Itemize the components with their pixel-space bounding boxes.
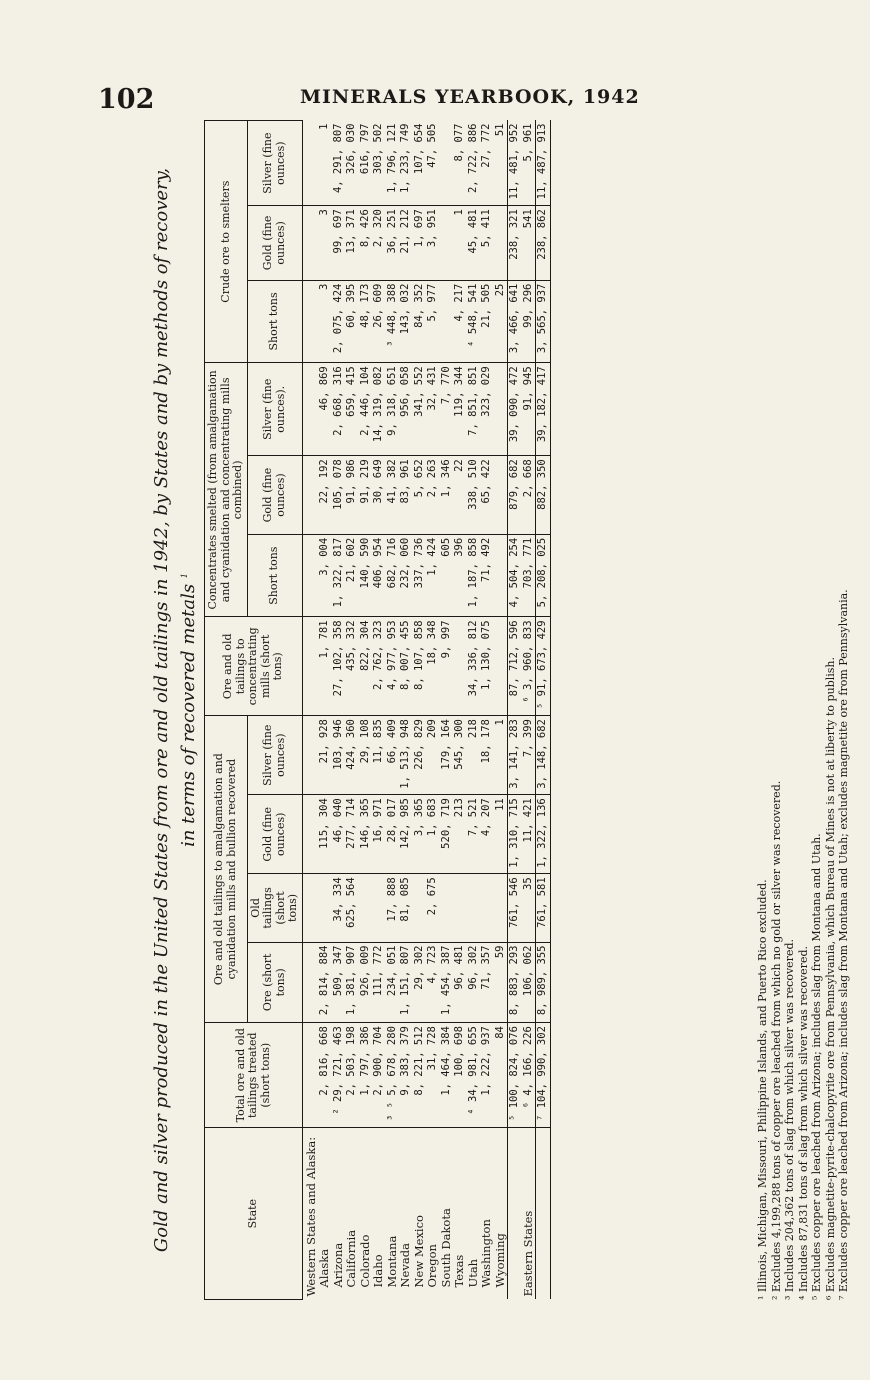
table-row <box>399 121 413 1300</box>
conc-gold-cell: 41, 382 <box>386 456 400 535</box>
crude-gold-cell: 5, 411 <box>480 206 494 280</box>
conc-gold-cell: 22, 192 <box>318 456 332 535</box>
crude-gold-cell: 3, 951 <box>426 206 440 280</box>
conc-silver-cell: 323, 029 <box>480 363 494 456</box>
amal-gold-cell: 3, 365 <box>413 795 427 874</box>
conc-mills-cell: 27, 102, 358 <box>332 617 346 716</box>
crude-silver-cell: 303, 502 <box>372 121 386 206</box>
conc-mills-cell: 34, 336, 812 <box>467 617 481 716</box>
header-crude-silver: Silver (fine ounces) <box>247 121 302 206</box>
amal-gold-cell: 16, 971 <box>372 795 386 874</box>
footnote: ⁵ Excludes copper ore leached from Arizona; includes slag from Montana and Utah. <box>810 833 823 1300</box>
conc-gold-cell: 2, 668 <box>522 456 536 535</box>
total-cell: 1, 222, 937 <box>480 1023 494 1128</box>
conc-mills-cell: 8, 007, 455 <box>399 617 413 716</box>
state-cell: South Dakota <box>438 1208 453 1288</box>
crude-gold-cell: 2, 320 <box>372 206 386 280</box>
amal-gold-cell: 7, 521 <box>467 795 481 874</box>
caption-footnote-mark: 1 <box>180 573 189 579</box>
running-head: MINERALS YEARBOOK, 1942 <box>300 86 640 108</box>
amal-gold-cell: 277, 714 <box>345 795 359 874</box>
crude-silver-cell: 2, 722, 886 <box>467 121 481 206</box>
amal-gold-cell: 28, 017 <box>386 795 400 874</box>
amal-tailings-cell: 17, 888 <box>386 874 400 942</box>
amal-silver-cell: 3, 148, 682 <box>536 716 551 795</box>
total-cell: ² 29, 721, 463 <box>332 1023 346 1128</box>
crude-silver-cell: 11, 487, 913 <box>536 121 551 206</box>
table-row <box>359 121 373 1300</box>
conc-silver-cell: 2, 668, 316 <box>332 363 346 456</box>
total-cell: ⁶ 4, 166, 226 <box>522 1023 536 1128</box>
state-cell: Nevada <box>398 1243 412 1288</box>
table-row <box>318 121 332 1300</box>
header-conc-gold: Gold (fine ounces) <box>247 456 302 535</box>
footnote: ¹ Illinois, Michigan, Missouri, Philippine Islands, and Puerto Rico excluded. <box>756 879 769 1300</box>
amal-silver-cell: 18, 178 <box>480 716 494 795</box>
conc-gold-cell: 5, 652 <box>413 456 427 535</box>
amal-tailings-cell: 761, 581 <box>536 874 551 942</box>
state-cell: Alaska <box>317 1248 331 1288</box>
crude-gold-cell: 8, 426 <box>359 206 373 280</box>
total-cell: 1, 797, 386 <box>359 1023 373 1128</box>
page-number: 102 <box>98 84 155 115</box>
crude-short-cell: 60, 395 <box>345 280 359 363</box>
total-cell: ⁵ 100, 824, 076 <box>508 1023 522 1128</box>
amal-tailings-cell: 81, 085 <box>399 874 413 942</box>
rotated-table-block <box>150 120 870 1300</box>
conc-silver-cell: 9, 318, 651 <box>386 363 400 456</box>
conc-silver-cell: 119, 344 <box>453 363 467 456</box>
crude-gold-cell: 541 <box>522 206 536 280</box>
table-row <box>372 121 386 1300</box>
amal-tailings-cell <box>440 874 454 942</box>
conc-silver-cell: 32, 431 <box>426 363 440 456</box>
crude-gold-cell: 238, 862 <box>536 206 551 280</box>
total-cell: 31, 728 <box>426 1023 440 1128</box>
state-cell: Wyoming <box>492 1233 507 1288</box>
header-concentrates-group: Concentrates smelted (from amalgamation and cyanidation and concentrating mills combined) <box>205 363 248 617</box>
table-caption <box>150 120 200 1300</box>
table-row <box>522 121 536 1300</box>
crude-silver-cell: 326, 030 <box>345 121 359 206</box>
amal-ore-cell: 29, 302 <box>413 942 427 1023</box>
table-row <box>413 121 427 1300</box>
header-amalgamation-group: Ore and old tailings to amalgamation and cyanidation mills and bullion recovered <box>205 716 248 1023</box>
conc-mills-cell: 435, 332 <box>345 617 359 716</box>
crude-gold-cell <box>440 206 454 280</box>
conc-short-cell: 3, 004 <box>318 534 332 617</box>
table-row <box>467 121 481 1300</box>
amal-ore-cell: 4, 723 <box>426 942 440 1023</box>
amal-tailings-cell <box>413 874 427 942</box>
amal-gold-cell: 1, 310, 715 <box>508 795 522 874</box>
crude-silver-cell: 27, 772 <box>480 121 494 206</box>
conc-gold-cell: 2, 263 <box>426 456 440 535</box>
crude-silver-cell: 4, 291, 807 <box>332 121 346 206</box>
conc-mills-cell: 8, 107, 858 <box>413 617 427 716</box>
crude-silver-cell: 1, 796, 121 <box>386 121 400 206</box>
header-concentrating-mills: Ore and old tailings to concentrating mills (short tons) <box>205 617 303 716</box>
amal-silver-cell: 1, 513, 948 <box>399 716 413 795</box>
crude-gold-cell: 3 <box>318 206 332 280</box>
amal-gold-cell: 11 <box>494 795 508 874</box>
crude-short-cell <box>440 280 454 363</box>
crude-short-cell: 5, 977 <box>426 280 440 363</box>
crude-short-cell: 2, 075, 424 <box>332 280 346 363</box>
crude-silver-cell: 1, 233, 749 <box>399 121 413 206</box>
conc-short-cell: 1, 424 <box>426 534 440 617</box>
table-row <box>440 121 454 1300</box>
conc-gold-cell: 91, 219 <box>359 456 373 535</box>
group-label: Western States and Alaska: <box>303 1136 318 1297</box>
crude-gold-cell: 1, 697 <box>413 206 427 280</box>
crude-short-cell: 99, 296 <box>522 280 536 363</box>
amal-silver-cell: 218 <box>467 716 481 795</box>
crude-silver-cell <box>440 121 454 206</box>
conc-mills-cell: ⁶ 3, 960, 833 <box>522 617 536 716</box>
amal-tailings-cell <box>318 874 332 942</box>
table-row <box>508 121 522 1300</box>
state-cell: Colorado <box>357 1234 372 1288</box>
table-row <box>453 121 467 1300</box>
total-cell: 84 <box>494 1023 508 1128</box>
header-conc-silver: Silver (fine ounces). <box>247 363 302 456</box>
amal-ore-cell: 96, 302 <box>467 942 481 1023</box>
footnote: ⁶ Excludes magnetite-pyrite-chalcopyrite ore from Pennsylvania, which Bureau of Mines is not at liberty to publish. <box>823 657 837 1300</box>
conc-mills-cell: 4, 977, 953 <box>386 617 400 716</box>
conc-silver-cell: 91, 945 <box>522 363 536 456</box>
amal-tailings-cell: 625, 564 <box>345 874 359 942</box>
header-crude-group: Crude ore to smelters <box>205 121 248 363</box>
amal-tailings-cell <box>372 874 386 942</box>
crude-gold-cell <box>494 206 508 280</box>
conc-short-cell: 682, 716 <box>386 534 400 617</box>
amal-ore-cell: 234, 051 <box>386 942 400 1023</box>
state-cell: Oregon <box>425 1244 439 1288</box>
crude-short-cell: 4, 217 <box>453 280 467 363</box>
header-amal-tailings: Old tailings (short tons) <box>247 874 302 942</box>
table-body <box>302 121 550 1300</box>
amal-ore-cell: 8, 989, 355 <box>536 942 551 1023</box>
amal-ore-cell: 1, 381, 907 <box>345 942 359 1023</box>
amal-ore-cell: 96, 481 <box>453 942 467 1023</box>
amal-ore-cell: 509, 347 <box>332 942 346 1023</box>
conc-short-cell: 406, 954 <box>372 534 386 617</box>
conc-short-cell: 703, 771 <box>522 534 536 617</box>
state-cell: Utah <box>465 1258 480 1288</box>
header-amal-ore: Ore (short tons) <box>247 942 302 1023</box>
crude-silver-cell: 107, 654 <box>413 121 427 206</box>
amal-tailings-cell: 2, 675 <box>426 874 440 942</box>
state-cell: Texas <box>452 1254 466 1288</box>
amal-gold-cell: 1, 683 <box>426 795 440 874</box>
caption-line-2: in terms of recovered metals <box>178 583 199 847</box>
amal-silver-cell: 424, 360 <box>345 716 359 795</box>
table-row <box>345 121 359 1300</box>
amal-tailings-cell: 34, 334 <box>332 874 346 942</box>
amal-gold-cell: 213 <box>453 795 467 874</box>
amal-tailings-cell: 35 <box>522 874 536 942</box>
crude-short-cell: 3, 466, 641 <box>508 280 522 363</box>
conc-mills-cell: 1, 130, 075 <box>480 617 494 716</box>
crude-gold-cell: 13, 371 <box>345 206 359 280</box>
conc-mills-cell <box>453 617 467 716</box>
amal-silver-cell: 1 <box>494 716 508 795</box>
crude-gold-cell: 36, 251 <box>386 206 400 280</box>
state-cell <box>508 1128 522 1300</box>
header-conc-short-tons: Short tons <box>247 534 302 617</box>
conc-mills-cell: 2, 762, 323 <box>372 617 386 716</box>
amal-ore-cell: 59 <box>494 942 508 1023</box>
total-cell: 2, 816, 668 <box>318 1023 332 1128</box>
conc-gold-cell: 882, 350 <box>536 456 551 535</box>
header-crude-gold: Gold (fine ounces) <box>247 206 302 280</box>
conc-short-cell: 140, 590 <box>359 534 373 617</box>
conc-gold-cell: 879, 682 <box>508 456 522 535</box>
footnote: ⁴ Includes 87,831 tons of slag from which silver was recovered. <box>796 946 810 1300</box>
header-amal-gold: Gold (fine ounces) <box>247 795 302 874</box>
conc-mills-cell: 1, 781 <box>318 617 332 716</box>
table-row <box>426 121 440 1300</box>
conc-gold-cell: 1, 346 <box>440 456 454 535</box>
total-cell: ³ ⁵ 5, 678, 280 <box>386 1023 400 1128</box>
crude-short-cell: ⁴ 548, 541 <box>467 280 481 363</box>
amal-silver-cell: 66, 409 <box>386 716 400 795</box>
conc-silver-cell: 14, 319, 082 <box>372 363 386 456</box>
crude-short-cell: 143, 032 <box>399 280 413 363</box>
state-cell: Washington <box>479 1219 493 1288</box>
crude-gold-cell: 1 <box>453 206 467 280</box>
state-cell <box>536 1128 551 1300</box>
table-row <box>480 121 494 1300</box>
crude-silver-cell: 8, 077 <box>453 121 467 206</box>
crude-short-cell: ³ 448, 388 <box>386 280 400 363</box>
conc-gold-cell: 91, 986 <box>345 456 359 535</box>
conc-short-cell: 1, 187, 858 <box>467 534 481 617</box>
state-cell: Idaho <box>371 1254 385 1288</box>
conc-silver-cell: 7, 770 <box>440 363 454 456</box>
amal-ore-cell: 8, 883, 293 <box>508 942 522 1023</box>
conc-short-cell: 21, 602 <box>345 534 359 617</box>
conc-silver-cell: 341, 552 <box>413 363 427 456</box>
total-cell: 1, 464, 384 <box>440 1023 454 1128</box>
footnote: ⁷ Excludes copper ore leached from Arizona; includes slag from Montana and Utah; excludes magnetite ore from Pennsylvania. <box>837 589 850 1300</box>
crude-gold-cell: 45, 481 <box>467 206 481 280</box>
header-state: State <box>205 1128 303 1300</box>
conc-short-cell: 605 <box>440 534 454 617</box>
total-cell: 100, 698 <box>453 1023 467 1128</box>
amal-gold-cell: 4, 207 <box>480 795 494 874</box>
amal-tailings-cell <box>359 874 373 942</box>
amal-silver-cell: 21, 928 <box>318 716 332 795</box>
conc-mills-cell: 87, 712, 596 <box>508 617 522 716</box>
crude-short-cell: 3 <box>318 280 332 363</box>
crude-gold-cell: 238, 321 <box>508 206 522 280</box>
amal-silver-cell: 29, 108 <box>359 716 373 795</box>
conc-short-cell: 396 <box>453 534 467 617</box>
conc-gold-cell: 22 <box>453 456 467 535</box>
crude-silver-cell: 47, 505 <box>426 121 440 206</box>
conc-silver-cell: 46, 869 <box>318 363 332 456</box>
footnote: ³ Includes 204,362 tons of slag from which silver was recovered. <box>783 939 796 1300</box>
amal-ore-cell: 926, 009 <box>359 942 373 1023</box>
crude-silver-cell: 11, 481, 952 <box>508 121 522 206</box>
amal-tailings-cell <box>453 874 467 942</box>
state-cell: Arizona <box>330 1242 345 1288</box>
conc-short-cell <box>494 534 508 617</box>
conc-silver-cell <box>494 363 508 456</box>
amal-gold-cell: 11, 421 <box>522 795 536 874</box>
amal-ore-cell: 106, 062 <box>522 942 536 1023</box>
crude-silver-cell: 51 <box>494 121 508 206</box>
conc-short-cell: 4, 504, 254 <box>508 534 522 617</box>
amal-tailings-cell <box>494 874 508 942</box>
header-total: Total ore and old tailings treated (short tons) <box>205 1023 303 1128</box>
amal-silver-cell: 3, 141, 283 <box>508 716 522 795</box>
conc-gold-cell: 105, 078 <box>332 456 346 535</box>
header-crude-short-tons: Short tons <box>247 280 302 363</box>
conc-short-cell: 1, 322, 817 <box>332 534 346 617</box>
conc-gold-cell <box>494 456 508 535</box>
conc-mills-cell: 18, 348 <box>426 617 440 716</box>
crude-short-cell: 26, 609 <box>372 280 386 363</box>
amal-silver-cell: 545, 300 <box>453 716 467 795</box>
conc-silver-cell: 956, 058 <box>399 363 413 456</box>
total-cell: 2, 503, 198 <box>345 1023 359 1128</box>
crude-short-cell: 3, 565, 937 <box>536 280 551 363</box>
amal-ore-cell: 1, 151, 807 <box>399 942 413 1023</box>
header-amal-silver: Silver (fine ounces) <box>247 716 302 795</box>
conc-mills-cell: 9, 997 <box>440 617 454 716</box>
conc-silver-cell: 2, 446, 104 <box>359 363 373 456</box>
crude-gold-cell: 21, 212 <box>399 206 413 280</box>
amal-tailings-cell <box>480 874 494 942</box>
conc-gold-cell: 83, 961 <box>399 456 413 535</box>
conc-gold-cell: 65, 422 <box>480 456 494 535</box>
amal-ore-cell: 2, 814, 884 <box>318 942 332 1023</box>
total-cell: 8, 221, 512 <box>413 1023 427 1128</box>
crude-short-cell: 48, 173 <box>359 280 373 363</box>
amal-silver-cell: 7, 399 <box>522 716 536 795</box>
amal-gold-cell: 115, 304 <box>318 795 332 874</box>
conc-gold-cell: 338, 510 <box>467 456 481 535</box>
conc-silver-cell: 7, 851, 851 <box>467 363 481 456</box>
crude-gold-cell: 99, 697 <box>332 206 346 280</box>
conc-mills-cell: 822, 304 <box>359 617 373 716</box>
state-cell: Montana <box>384 1235 399 1288</box>
amal-silver-cell: 226, 829 <box>413 716 427 795</box>
conc-silver-cell: 39, 182, 417 <box>536 363 551 456</box>
conc-silver-cell: 39, 090, 472 <box>508 363 522 456</box>
crude-silver-cell: 616, 797 <box>359 121 373 206</box>
state-cell: New Mexico <box>411 1215 426 1288</box>
footnote: ² Excludes 4,199,288 tons of copper ore leached from which no gold or silver was recovered. <box>769 780 783 1300</box>
amal-tailings-cell: 761, 546 <box>508 874 522 942</box>
crude-silver-cell: 1 <box>318 121 332 206</box>
caption-line-1: Gold and silver produced in the United States from ore and old tailings in 1942, by States and by methods of recovery, <box>151 167 172 1253</box>
crude-silver-cell: 5, 961 <box>522 121 536 206</box>
table-row <box>536 121 551 1300</box>
amal-tailings-cell <box>467 874 481 942</box>
table-row <box>494 121 508 1300</box>
amal-ore-cell: 111, 772 <box>372 942 386 1023</box>
amal-ore-cell: 71, 357 <box>480 942 494 1023</box>
footnotes <box>756 120 851 1300</box>
conc-short-cell: 337, 736 <box>413 534 427 617</box>
table-row <box>386 121 400 1300</box>
amal-gold-cell: 46, 040 <box>332 795 346 874</box>
conc-gold-cell: 30, 649 <box>372 456 386 535</box>
conc-short-cell: 232, 060 <box>399 534 413 617</box>
crude-short-cell: 84, 352 <box>413 280 427 363</box>
crude-short-cell: 21, 505 <box>480 280 494 363</box>
total-cell: ⁴ 34, 981, 655 <box>467 1023 481 1128</box>
conc-short-cell: 71, 492 <box>480 534 494 617</box>
crude-short-cell: 25 <box>494 280 508 363</box>
state-cell: Eastern States <box>520 1210 535 1297</box>
amal-silver-cell: 179, 164 <box>440 716 454 795</box>
amal-silver-cell: 209 <box>426 716 440 795</box>
state-cell: California <box>344 1229 358 1288</box>
total-cell: 9, 383, 379 <box>399 1023 413 1128</box>
total-cell: 2, 900, 704 <box>372 1023 386 1128</box>
conc-short-cell: 5, 208, 025 <box>536 534 551 617</box>
amal-ore-cell: 1, 454, 387 <box>440 942 454 1023</box>
table-row <box>332 121 346 1300</box>
amal-gold-cell: 146, 365 <box>359 795 373 874</box>
amal-gold-cell: 520, 719 <box>440 795 454 874</box>
conc-silver-cell: 659, 415 <box>345 363 359 456</box>
conc-mills-cell <box>494 617 508 716</box>
amal-silver-cell: 103, 946 <box>332 716 346 795</box>
gold-silver-table <box>204 120 551 1300</box>
amal-silver-cell: 11, 835 <box>372 716 386 795</box>
amal-gold-cell: 1, 322, 136 <box>536 795 551 874</box>
amal-gold-cell: 142, 985 <box>399 795 413 874</box>
total-cell: ⁷ 104, 990, 302 <box>536 1023 551 1128</box>
conc-mills-cell: ⁵ 91, 673, 429 <box>536 617 551 716</box>
